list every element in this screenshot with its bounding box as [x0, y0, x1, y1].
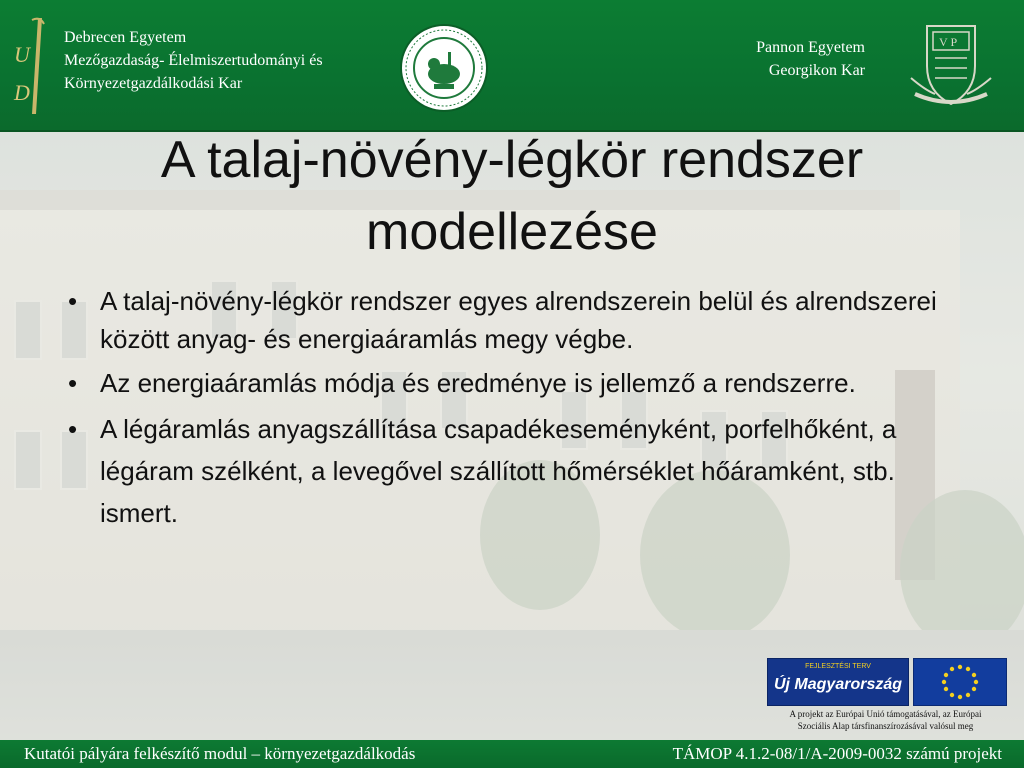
- svg-text:V P: V P: [939, 35, 958, 49]
- title-line1: A talaj-növény-légkör rendszer: [160, 131, 864, 189]
- footer-module-name: Kutatói pályára felkészítő modul – környezetgazdálkodás: [24, 744, 416, 763]
- bullet-dot: •: [68, 368, 78, 398]
- bullet-dot: •: [68, 414, 78, 444]
- uj-logo-text: Új Magyarország: [773, 676, 903, 693]
- bullet-item: [60, 282, 970, 358]
- header-band: [0, 0, 1024, 132]
- left-institution-line3: Környezetgazdálkodási Kar: [64, 75, 243, 92]
- right-institution-line2: Georgikon Kar: [768, 62, 865, 79]
- uj-magyarorszag-logo: [767, 658, 909, 706]
- left-institution-line1: Debrecen Egyetem: [64, 29, 187, 46]
- eu-caption: [763, 708, 1008, 732]
- left-institution-name: [64, 26, 323, 95]
- bullet-list: [60, 282, 970, 540]
- svg-text:U: U: [14, 42, 30, 67]
- footer-project-id: TÁMOP 4.1.2-08/1/A-2009-0032 számú projekt: [672, 744, 1002, 763]
- bullet-dot: •: [68, 286, 78, 316]
- bullet-text: A légáramlás anyagszállítása csapadékeseményként, porfelhőként, a légáram szélként, a levegővel szállított hőmérséklet hőáramként, stb. ismert.: [100, 414, 897, 528]
- right-institution-name: [700, 36, 865, 82]
- eu-flag-icon: [913, 658, 1007, 706]
- eu-caption-line2: Szociális Alap társfinanszírozásával valósul meg: [797, 721, 974, 731]
- eu-funding-logos: [763, 656, 1008, 742]
- uj-logo-subtitle: FEJLESZTÉSI TERV: [805, 663, 871, 670]
- footer-band: [0, 740, 1024, 768]
- bullet-text: A talaj-növény-légkör rendszer egyes alrendszerein belül és alrendszerei között anyag- és energiaáramlás megy végbe.: [100, 286, 937, 354]
- left-institution-line2: Mezőgazdaság- Élelmiszertudományi és: [64, 52, 323, 69]
- slide-title: [60, 124, 964, 268]
- pannon-crest-icon: [905, 20, 997, 112]
- bullet-text: Az energiaáramlás módja és eredménye is jellemző a rendszerre.: [100, 368, 856, 398]
- ud-monogram-icon: [8, 14, 52, 122]
- bullet-item: [60, 408, 970, 534]
- eu-caption-line1: A projekt az Európai Unió támogatásával, az Európai: [789, 709, 982, 719]
- bullet-item: [60, 364, 970, 402]
- svg-text:D: D: [14, 80, 30, 105]
- university-seal-icon: [400, 24, 488, 112]
- right-institution-line1: Pannon Egyetem: [756, 39, 865, 56]
- title-line2: modellezése: [366, 203, 658, 261]
